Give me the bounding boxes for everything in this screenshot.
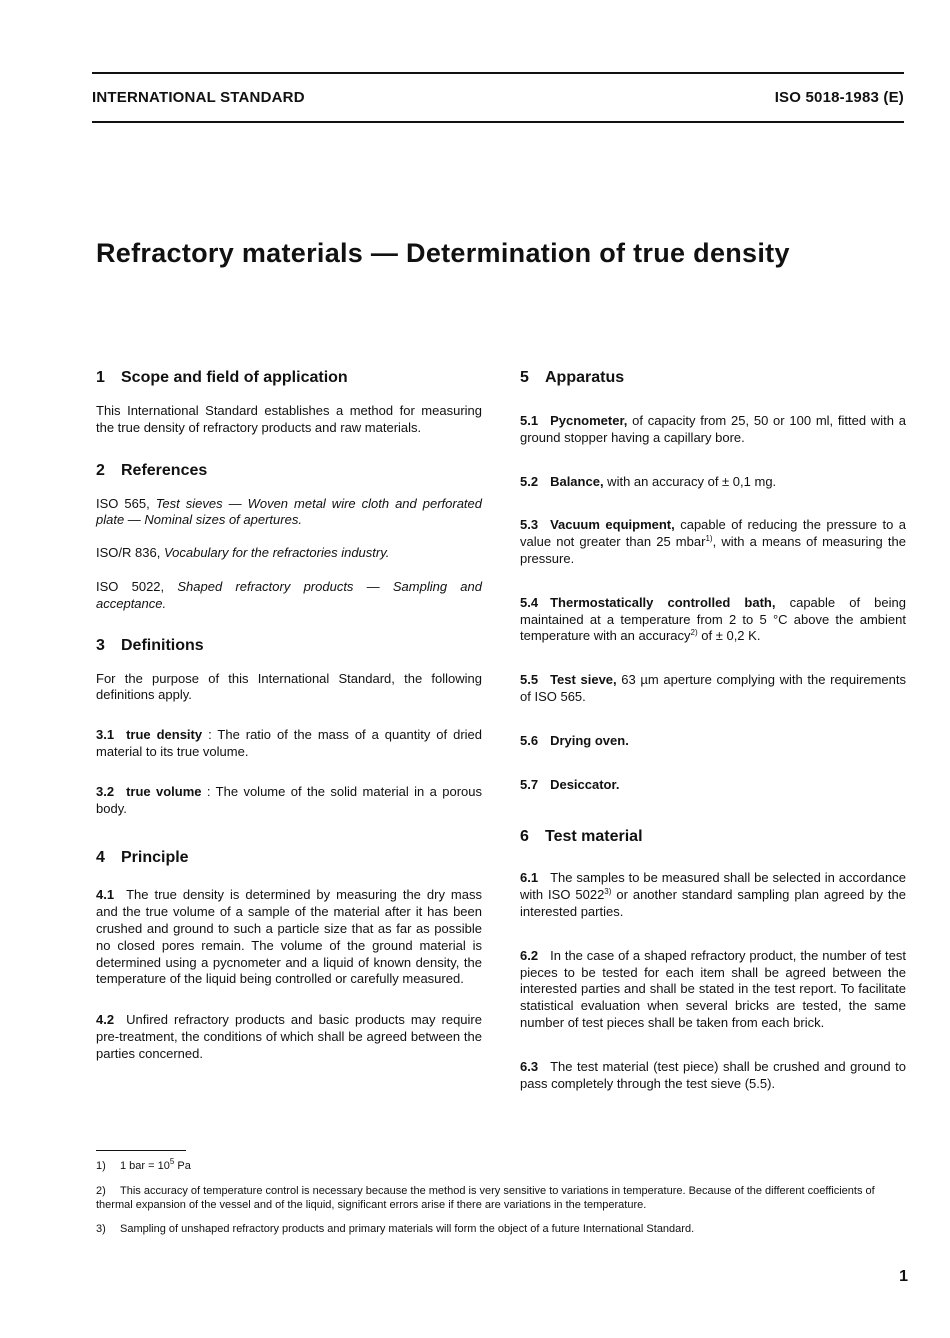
definition-text: : The ratio of the mass of a quantity of dried material to its true volume. xyxy=(96,727,482,759)
footnote-text: This accuracy of temperature control is necessary because the method is very sensitive to variations in temperature. Because of the different coefficients of thermal expansion of the vessel and of the liquid, significant errors arise if there are variations in the temperature. xyxy=(96,1185,875,1211)
apparatus-name: Test sieve, xyxy=(550,672,617,688)
section-title: Apparatus xyxy=(545,369,625,386)
clause-number: 5.6 xyxy=(520,732,539,748)
header-top-rule xyxy=(92,72,904,74)
apparatus-5-2 xyxy=(520,474,906,491)
apparatus-name: Desiccator. xyxy=(550,776,620,792)
clause-text: The test material (test piece) shall be crushed and ground to pass completely through the test sieve (5.5). xyxy=(520,1058,906,1091)
header-doc-number: ISO 5018-1983 (E) xyxy=(774,89,904,106)
reference-item xyxy=(96,579,482,613)
section-3-heading xyxy=(96,635,482,657)
clause-text: or another standard sampling plan agreed by the interested parties. xyxy=(520,887,906,919)
header-doc-type: INTERNATIONAL STANDARD xyxy=(92,89,305,106)
clause-text: of capacity from 25, 50 or 100 ml, fitted with a ground stopper having a capillary bore. xyxy=(520,413,906,445)
footnote-ref: 3) xyxy=(604,887,612,897)
section-6-heading xyxy=(520,826,906,848)
apparatus-5-3 xyxy=(520,517,906,567)
clause-number: 5.2 xyxy=(520,473,539,489)
test-material-6-3 xyxy=(520,1059,906,1093)
page-number: 1 xyxy=(899,1268,908,1285)
left-column xyxy=(96,367,482,1063)
definitions-intro: For the purpose of this International Standard, the following definitions apply. xyxy=(96,670,482,703)
clause-number: 4.1 xyxy=(96,887,115,903)
reference-item xyxy=(96,545,482,562)
section-number: 1 xyxy=(96,369,105,386)
reference-item xyxy=(96,496,482,530)
apparatus-5-6 xyxy=(520,733,906,750)
clause-text: The true density is determined by measuring the dry mass and the true volume of a sample of the material after it has been crushed and ground to such a particle size that as far as possible no closed pores remain. The volume of the ground material is determined using a pycnometer and a liquid of known density, the temperature of the liquid being controlled or carefully measured. xyxy=(96,887,482,987)
apparatus-5-5 xyxy=(520,672,906,706)
section-number: 2 xyxy=(96,461,105,479)
clause-number: 5.4 xyxy=(520,594,539,610)
apparatus-name: Thermostatically controlled bath, xyxy=(550,594,776,610)
reference-code: ISO/R 836, xyxy=(96,545,161,561)
section-2-heading xyxy=(96,460,482,482)
section-4-heading xyxy=(96,847,482,869)
document-title: Refractory materials — Determination of true density xyxy=(96,238,790,268)
footnote-2 xyxy=(96,1184,908,1212)
definition-text: : The volume of the solid material in a porous body. xyxy=(96,783,482,816)
clause-text: 63 µm aperture complying with the requirements of ISO 565. xyxy=(520,672,906,704)
clause-text: The samples to be measured shall be selected in accordance with ISO 5022 xyxy=(520,870,906,903)
footnote-text: Pa xyxy=(174,1160,191,1172)
footnote-3 xyxy=(96,1222,908,1236)
clause-number: 3.2 xyxy=(96,783,115,799)
clause-text: Unfired refractory products and basic products may require pre-treatment, the conditions of which shall be agreed between the parties concerned. xyxy=(96,1012,482,1061)
apparatus-name: Balance, xyxy=(550,473,604,489)
section-1-heading xyxy=(96,367,482,389)
section-title: Scope and field of application xyxy=(121,369,348,386)
footnote-divider xyxy=(96,1150,186,1151)
definition-3-2 xyxy=(96,784,482,818)
section-number: 3 xyxy=(96,636,105,654)
footnote-ref: 2) xyxy=(690,628,698,638)
principle-4-1 xyxy=(96,887,482,988)
clause-text: with an accuracy of ± 0,1 mg. xyxy=(603,473,777,489)
section-5-heading xyxy=(520,367,906,389)
footnote-superscript: 5 xyxy=(169,1157,175,1166)
clause-number: 6.1 xyxy=(520,870,539,886)
section-title: Principle xyxy=(121,849,189,867)
reference-title: Shaped refractory products — Sampling and acceptance. xyxy=(96,578,482,611)
reference-code: ISO 5022, xyxy=(96,578,165,594)
clause-text: , with a means of measuring the pressure. xyxy=(520,534,907,566)
right-column xyxy=(520,367,906,1092)
section-number: 5 xyxy=(520,369,529,386)
header-bottom-rule xyxy=(92,121,904,123)
test-material-6-2 xyxy=(520,948,906,1032)
reference-code: ISO 565, xyxy=(96,495,150,511)
apparatus-name: Vacuum equipment, xyxy=(550,517,675,533)
clause-text: capable of being maintained at a temperature from 2 to 5 °C above the ambient temperature with an accuracy xyxy=(520,594,906,644)
definition-3-1 xyxy=(96,727,482,761)
principle-4-2 xyxy=(96,1012,482,1062)
clause-number: 6.2 xyxy=(520,947,539,963)
defined-term: true volume xyxy=(126,783,202,799)
footnote-text: Sampling of unshaped refractory products and primary materials will form the object of a future International Standard. xyxy=(120,1223,695,1235)
apparatus-5-7 xyxy=(520,777,906,794)
reference-title: Test sieves — Woven metal wire cloth and perforated plate — Nominal sizes of apertures. xyxy=(96,495,483,528)
clause-number: 5.7 xyxy=(520,776,539,792)
footnote-text: 1 bar = 10 xyxy=(120,1160,170,1172)
section-number: 6 xyxy=(520,828,529,846)
apparatus-name: Drying oven. xyxy=(550,732,629,748)
scope-paragraph: This International Standard establishes a method for measuring the true density of refractory products and raw materials. xyxy=(96,403,482,435)
reference-title: Vocabulary for the refractories industry. xyxy=(163,545,390,561)
footnote-1 xyxy=(96,1159,908,1173)
section-title: Definitions xyxy=(121,636,204,654)
clause-text: of ± 0,2 K. xyxy=(697,628,761,644)
footnote-mark: 3) xyxy=(96,1223,106,1235)
clause-number: 5.5 xyxy=(520,672,539,688)
clause-number: 5.1 xyxy=(520,413,539,428)
clause-number: 6.3 xyxy=(520,1058,539,1074)
clause-text: capable of reducing the pressure to a value not greater than 25 mbar xyxy=(520,517,906,550)
test-material-6-1 xyxy=(520,870,906,920)
apparatus-5-4 xyxy=(520,595,906,645)
footnote-mark: 2) xyxy=(96,1185,106,1197)
section-title: References xyxy=(121,461,208,479)
apparatus-5-1 xyxy=(520,413,906,447)
clause-text: In the case of a shaped refractory product, the number of test pieces to be tested for each item shall be agreed between the interested parties and shall be stated in the test report. To facilitate statistical evaluation when several bricks are tested, the same number of test pieces shall be taken from each brick. xyxy=(520,947,906,1030)
defined-term: true density xyxy=(126,727,203,743)
clause-number: 4.2 xyxy=(96,1012,115,1028)
section-number: 4 xyxy=(96,849,105,867)
footnote-mark: 1) xyxy=(96,1160,106,1172)
footnote-ref: 1) xyxy=(705,534,713,544)
apparatus-name: Pycnometer, xyxy=(550,413,628,428)
clause-number: 3.1 xyxy=(96,727,115,743)
clause-number: 5.3 xyxy=(520,517,539,533)
section-title: Test material xyxy=(545,828,643,846)
